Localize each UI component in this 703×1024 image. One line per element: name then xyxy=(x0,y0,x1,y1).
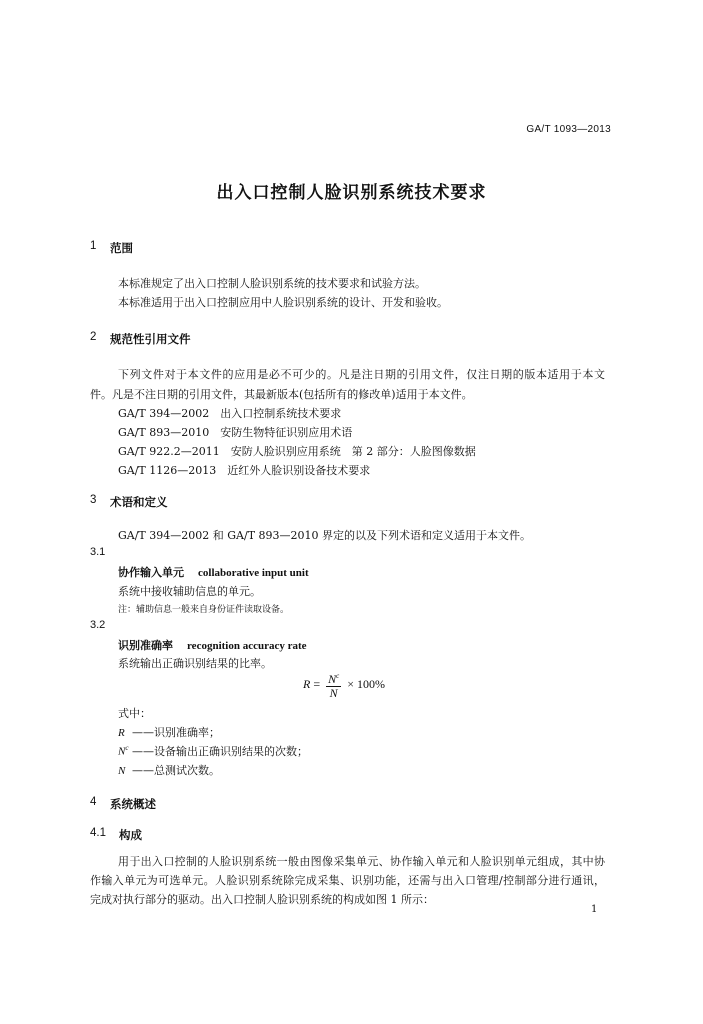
section-3-intro: GA/T 394—2002 和 GA/T 893—2010 界定的以及下列术语和定义适用于本文件。 xyxy=(118,529,532,542)
variable-symbol: N xyxy=(118,765,126,777)
formula-variable xyxy=(118,762,220,778)
section-1-para-1: 本标准规定了出入口控制人脸识别系统的技术要求和试验方法。 xyxy=(118,277,426,290)
term-3-1-definition: 系统中接收辅助信息的单元。 xyxy=(118,585,261,598)
section-4-1-line-2: 作输入单元为可选单元。人脸识别系统除完成采集、识别功能，还需与出入口管理/控制部分进行通讯， xyxy=(90,874,605,887)
term-3-2-en: recognition accuracy rate xyxy=(187,640,307,652)
accuracy-formula xyxy=(303,670,385,700)
reference-item: GA/T 1126—2013 近红外人脸识别设备技术要求 xyxy=(118,464,371,477)
term-3-1-cn: 协作输入单元 xyxy=(118,566,184,579)
term-3-2-cn: 识别准确率 xyxy=(118,639,173,652)
document-title: 出入口控制人脸识别系统技术要求 xyxy=(216,183,487,203)
formula-variable xyxy=(118,743,308,759)
formula-variable xyxy=(118,724,220,740)
variable-description: ——设备输出正确识别结果的次数； xyxy=(132,745,308,758)
section-4-number: 4 xyxy=(90,796,97,808)
section-1-para-2: 本标准适用于出入口控制应用中人脸识别系统的设计、开发和验收。 xyxy=(118,296,448,309)
section-4-1-line-1: 用于出入口控制的人脸识别系统一般由图像采集单元、协作输入单元和人脸识别单元组成，其中协 xyxy=(118,855,605,868)
term-3-2-heading xyxy=(118,637,307,653)
standard-number: GA/T 1093—2013 xyxy=(526,124,611,135)
reference-item: GA/T 394—2002 出入口控制系统技术要求 xyxy=(118,407,342,420)
section-3-title: 术语和定义 xyxy=(110,495,168,509)
section-3-number: 3 xyxy=(90,494,97,506)
section-4-1-title: 构成 xyxy=(119,828,142,842)
formula-fraction xyxy=(326,670,341,700)
formula-rhs: × 100% xyxy=(347,676,386,691)
formula-lhs: R xyxy=(303,676,311,691)
formula-where: 式中： xyxy=(118,707,151,720)
variable-symbol: R xyxy=(118,727,125,739)
section-1-title: 范围 xyxy=(110,241,133,255)
section-1-number: 1 xyxy=(90,240,97,252)
formula-denominator: N xyxy=(329,686,338,700)
variable-description: ——总测试次数。 xyxy=(132,764,220,777)
term-3-2-number: 3.2 xyxy=(90,619,106,631)
section-2-title: 规范性引用文件 xyxy=(110,332,191,346)
term-3-2-definition: 系统输出正确识别结果的比率。 xyxy=(118,657,272,670)
section-4-title: 系统概述 xyxy=(110,797,156,811)
section-2-intro-line-2: 件。凡是不注日期的引用文件，其最新版本(包括所有的修改单)适用于本文件。 xyxy=(90,388,473,401)
section-4-1-number: 4.1 xyxy=(90,827,106,839)
section-4-1-line-3: 完成对执行部分的驱动。出入口控制人脸识别系统的构成如图 1 所示： xyxy=(90,893,434,906)
formula-numerator-sup: c xyxy=(336,672,340,680)
term-3-1-en: collaborative input unit xyxy=(198,567,309,579)
variable-description: ——识别准确率； xyxy=(132,726,220,739)
page-number: 1 xyxy=(591,904,598,915)
formula-numerator: N xyxy=(328,672,337,686)
section-2-number: 2 xyxy=(90,331,97,343)
reference-item: GA/T 893—2010 安防生物特征识别应用术语 xyxy=(118,426,353,439)
reference-item: GA/T 922.2—2011 安防人脸识别应用系统 第 2 部分：人脸图像数据 xyxy=(118,445,476,458)
term-3-1-heading xyxy=(118,564,309,580)
variable-symbol: $N^c$ xyxy=(118,744,129,758)
section-2-intro-line-1: 下列文件对于本文件的应用是必不可少的。凡是注日期的引用文件，仅注日期的版本适用于本文 xyxy=(118,368,605,381)
term-3-1-number: 3.1 xyxy=(90,546,106,558)
formula-eq: = xyxy=(313,676,321,691)
term-3-1-note: 注：辅助信息一般来自身份证件读取设备。 xyxy=(118,605,290,615)
